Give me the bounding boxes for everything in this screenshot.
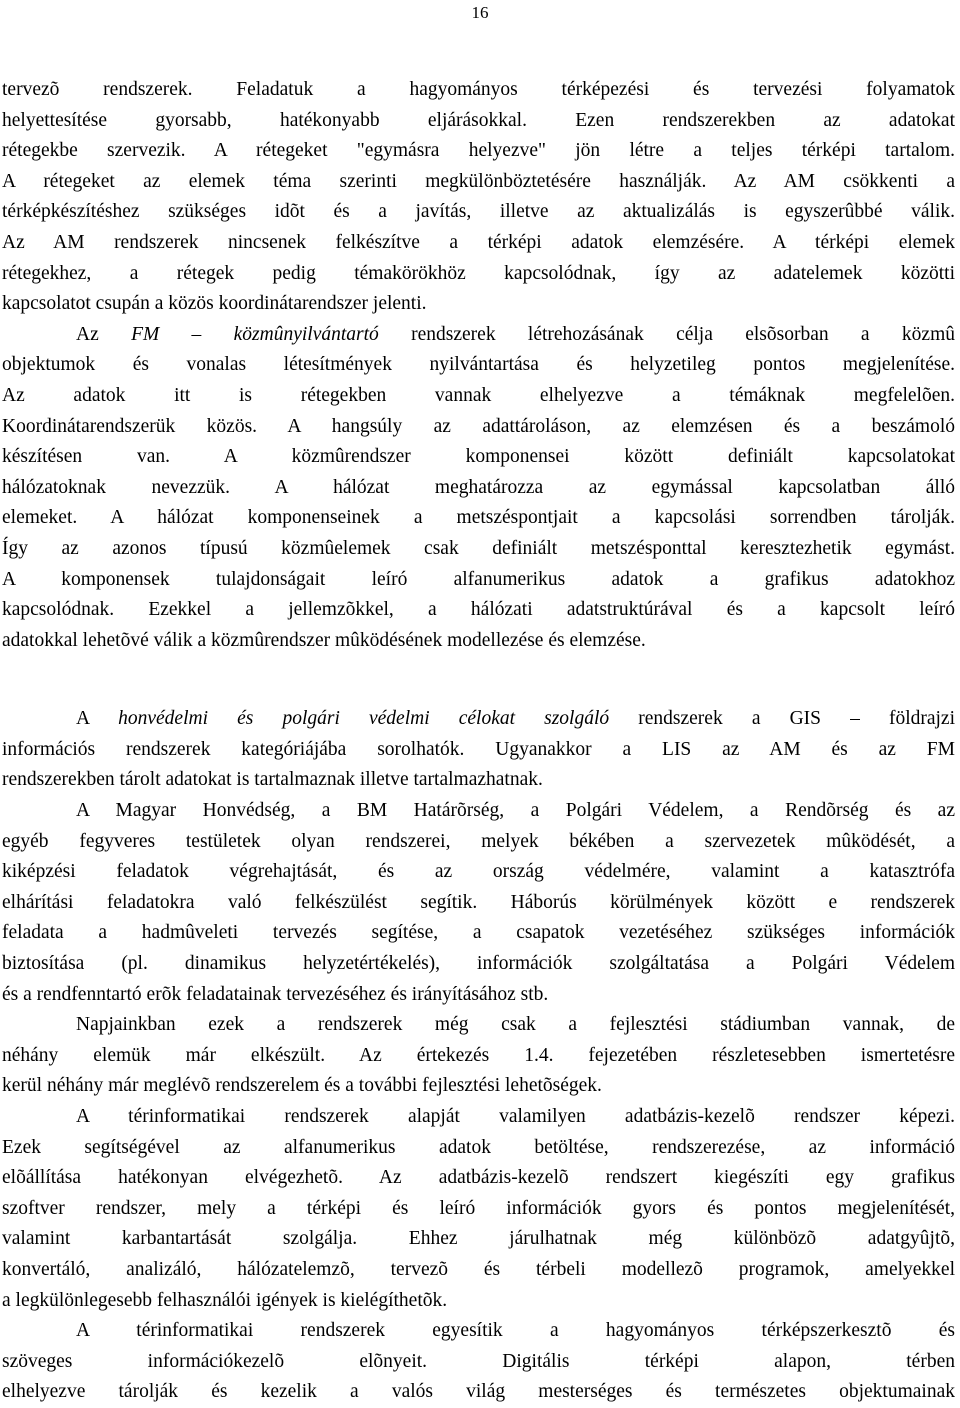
text-line: Az adatok itt is rétegekben vannak elhelyezve a témáknak megfelelõen. xyxy=(2,384,955,406)
text-line: rendszerekben tárolt adatokat is tartalmaznak illetve tartalmazhatnak. xyxy=(2,769,543,791)
body-text xyxy=(2,75,955,1408)
text-line xyxy=(2,704,955,735)
text-line: kapcsolódnak. Ezekkel a jellemzõkkel, a hálózati adatstruktúrával és a kapcsolt leíró xyxy=(2,599,955,621)
text-line: információs rendszerek kategóriájába sorolhatók. Ugyanakkor a LIS az AM és az FM xyxy=(2,738,955,760)
text-line: Ezek segítségével az alfanumerikus adatok betöltése, rendszerezése, az információ xyxy=(2,1136,955,1158)
text-line: szöveges információkezelõ elõnyeit. Digitális térképi alapon, térben xyxy=(2,1350,955,1372)
emphasis-term: FM – közmûnyilvántartó xyxy=(131,323,379,345)
text-line: Napjainkban ezek a rendszerek még csak a fejlesztési stádiumban vannak, de xyxy=(76,1014,955,1036)
text-fragment: rendszerek a GIS – földrajzi xyxy=(609,708,955,730)
text-line: objektumok és vonalas létesítmények nyilvántartása és helyzetileg pontos megjelenítése. xyxy=(2,354,955,376)
text-line: adatokkal lehetõvé válik a közmûrendszer mûködésének modellezése és elemzése. xyxy=(2,629,646,651)
text-line: néhány elemük már elkészült. Az értekezés 1.4. fejezetében részletesebben ismertetésre xyxy=(2,1044,955,1066)
text-line: készítésen van. A közmûrendszer komponensei között definiált kapcsolatokat xyxy=(2,446,955,468)
text-line: kerül néhány már meglévõ rendszerelem és a további fejlesztési lehetõségek. xyxy=(2,1075,602,1097)
text-line: a legkülönlegesebb felhasználói igények is kielégíthetõk. xyxy=(2,1289,448,1311)
text-line: A rétegeket az elemek téma szerinti megkülönböztetésére használják. Az AM csökkenti a xyxy=(2,170,955,192)
text-line: tervezõ rendszerek. Feladatuk a hagyományos térképezési és tervezési folyamatok xyxy=(2,79,955,100)
text-line xyxy=(2,320,955,351)
text-line: feladata a hadmûveleti tervezés segítése, a csapatok vezetéséhez szükséges információk xyxy=(2,922,955,944)
text-line: elemeket. A hálózat komponenseinek a metszéspontjait a kapcsolási sorrendben tárolják. xyxy=(2,507,955,529)
text-line: A komponensek tulajdonságait leíró alfanumerikus adatok a grafikus adatokhoz xyxy=(2,568,955,590)
text-line: biztosítása (pl. dinamikus helyzetértékelés), információk szolgáltatása a Polgári Védelem xyxy=(2,953,955,975)
text-line: kiképzési feladatok végrehajtását, és az ország védelmére, valamint a katasztrófa xyxy=(2,861,955,883)
text-line: elhárítási feladatokra való felkészülést segítik. Háborús körülmények között e rendszerek xyxy=(2,891,955,913)
text-line: konvertáló, analizáló, hálózatelemzõ, tervezõ és térbeli modellezõ programok, amelyekkel xyxy=(2,1258,955,1280)
text-line: térképkészítéshez szükséges idõt és a javítás, illetve az aktualizálás is egyszerûbbé válik. xyxy=(2,201,955,223)
text-line: egyéb fegyveres testületek olyan rendszerei, melyek békében a szervezetek mûködését, a xyxy=(2,830,955,852)
text-line: elõállítása hatékonyan elvégezhetõ. Az adatbázis-kezelõ rendszert kiegészíti egy grafikus xyxy=(2,1167,955,1189)
text-line: valamint karbantartását szolgálja. Ehhez járulhatnak még különbözõ adatgyûjtõ, xyxy=(2,1228,955,1250)
text-line: hálózatoknak nevezzük. A hálózat meghatározza az egymással kapcsolatban álló xyxy=(2,476,955,498)
text-fragment: rendszerek létrehozásának célja elsõsorban a közmû xyxy=(378,323,955,345)
text-line: rétegekhez, a rétegek pedig témakörökhöz kapcsolódnak, így az adatelemek közötti xyxy=(2,262,955,284)
page-number: 16 xyxy=(471,3,489,22)
text-fragment: Az xyxy=(76,323,132,345)
text-line: A térinformatikai rendszerek alapját valamilyen adatbázis-kezelõ rendszer képezi. xyxy=(76,1106,955,1127)
text-fragment: A xyxy=(76,708,119,730)
text-line: A Magyar Honvédség, a BM Határõrség, a Polgári Védelem, a Rendõrség és az xyxy=(76,800,955,822)
text-line: rétegekbe szervezik. A rétegeket "egymásra helyezve" jön létre a teljes térképi tartalom. xyxy=(2,140,955,162)
text-line: Így az azonos típusú közmûelemek csak definiált metszésponttal keresztezhetik egymást. xyxy=(2,537,955,559)
text-line: és a rendfenntartó erõk feladatainak tervezéséhez és irányításához stb. xyxy=(2,983,549,1005)
paragraph-gap xyxy=(2,656,955,704)
text-line: Az AM rendszerek nincsenek felkészítve a térképi adatok elemzésére. A térképi elemek xyxy=(2,231,955,253)
emphasis-term: honvédelmi és polgári védelmi célokat szolgáló xyxy=(118,708,610,730)
text-line: szoftver rendszer, mely a térképi és leíró információk gyors és pontos megjelenítését, xyxy=(2,1197,955,1219)
text-line: elhelyezve tárolják és kezelik a valós világ mesterséges és természetes objektumainak xyxy=(2,1381,955,1403)
text-line: A térinformatikai rendszerek egyesítik a hagyományos térképszerkesztõ és xyxy=(76,1320,955,1342)
text-line: helyettesítése gyorsabb, hatékonyabb eljárásokkal. Ezen rendszerekben az adatokat xyxy=(2,109,955,131)
text-line: Koordinátarendszerük közös. A hangsúly az adattároláson, az elemzésen és a beszámoló xyxy=(2,415,955,437)
text-line: kapcsolatot csupán a közös koordinátarendszer jelenti. xyxy=(2,293,427,315)
